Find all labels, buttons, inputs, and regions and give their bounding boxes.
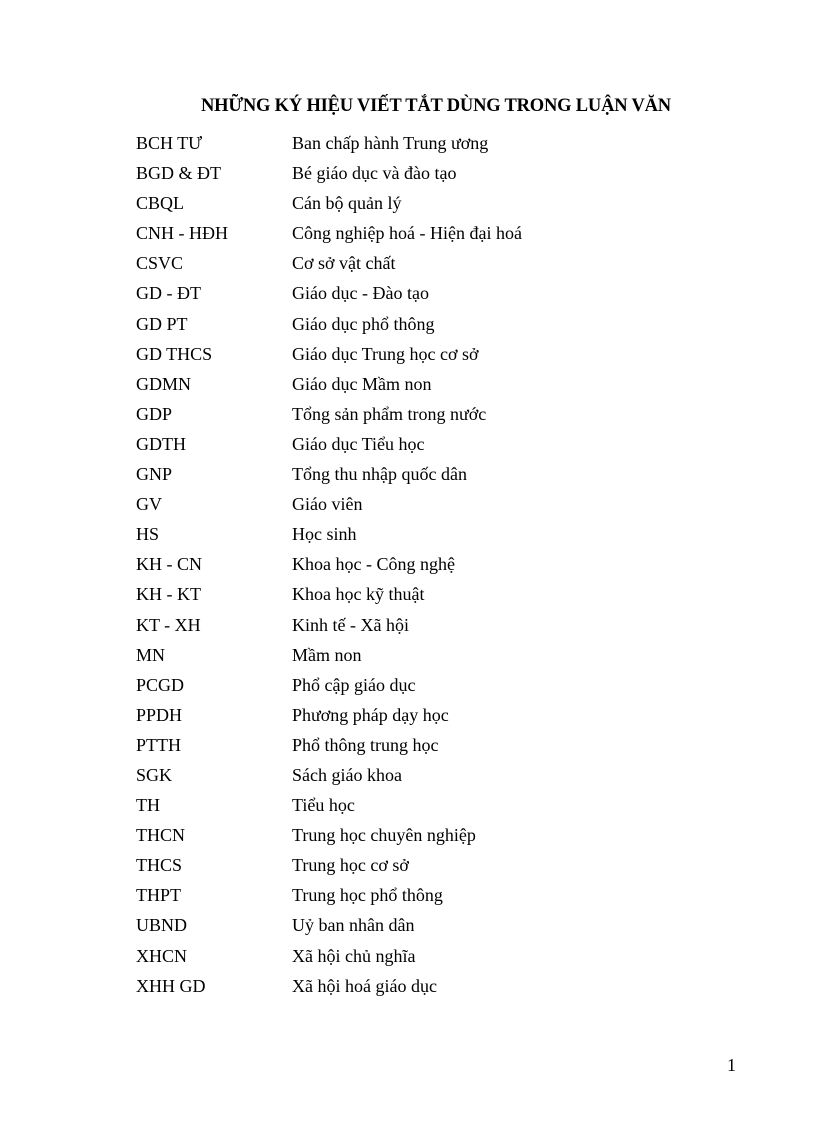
abbreviation-row [136, 520, 736, 550]
abbreviation-meaning: Tiểu học [292, 795, 355, 816]
abbreviation-row [136, 761, 736, 791]
abbreviation-row [136, 671, 736, 701]
abbreviation-meaning: Công nghiệp hoá - Hiện đại hoá [292, 223, 522, 244]
abbreviation-row [136, 701, 736, 731]
abbreviation-code: GDP [136, 403, 173, 424]
abbreviation-meaning: Trung học chuyên nghiệp [292, 825, 476, 846]
abbreviation-code: PCGD [136, 674, 185, 695]
abbreviation-meaning: Trung học phổ thông [292, 885, 443, 906]
abbreviation-code: BGD & ĐT [136, 163, 221, 184]
abbreviation-code: KH - CN [136, 554, 202, 575]
abbreviation-row [136, 279, 736, 309]
abbreviation-code: TH [136, 795, 160, 816]
abbreviation-row [136, 641, 736, 671]
abbreviation-row [136, 159, 736, 189]
abbreviation-code: KT - XH [136, 614, 201, 635]
abbreviation-meaning: Trung học cơ sở [292, 855, 409, 876]
page-number: 1 [727, 1055, 736, 1075]
abbreviation-code: KH - KT [136, 584, 201, 605]
abbreviation-row [136, 972, 736, 1002]
abbreviation-row [136, 460, 736, 490]
abbreviation-code: CBQL [136, 193, 185, 214]
abbreviation-code: HS [136, 524, 160, 545]
abbreviation-code: XHCN [136, 945, 188, 966]
abbreviation-meaning: Khoa học kỹ thuật [292, 584, 425, 605]
abbreviation-row [136, 219, 736, 249]
abbreviation-row [136, 129, 736, 159]
abbreviation-code: GDMN [136, 373, 192, 394]
abbreviation-meaning: Giáo dục Mầm non [292, 373, 432, 394]
abbreviation-meaning: Giáo dục phổ thông [292, 313, 435, 334]
abbreviation-code: GDTH [136, 433, 186, 454]
abbreviation-row [136, 490, 736, 520]
abbreviation-row [136, 370, 736, 400]
abbreviation-meaning: Sách giáo khoa [292, 764, 402, 785]
abbreviation-code: CSVC [136, 253, 184, 274]
abbreviation-meaning: Cơ sở vật chất [292, 253, 396, 274]
abbreviation-row [136, 791, 736, 821]
abbreviation-meaning: Mầm non [292, 644, 362, 665]
abbreviation-meaning: Cán bộ quản lý [292, 193, 402, 214]
page-title: NHỮNG KÝ HIỆU VIẾT TẮT DÙNG TRONG LUẬN VĂN [201, 96, 671, 116]
abbreviation-list [136, 129, 736, 1002]
abbreviation-meaning: Ban chấp hành Trung ương [292, 133, 489, 153]
abbreviation-code: GV [136, 494, 162, 515]
abbreviation-meaning: Uỷ ban nhân dân [292, 915, 415, 936]
abbreviation-meaning: Xã hội chủ nghĩa [292, 945, 416, 966]
abbreviation-row [136, 881, 736, 911]
abbreviation-meaning: Tổng thu nhập quốc dân [292, 464, 467, 485]
abbreviation-row [136, 611, 736, 641]
abbreviation-row [136, 400, 736, 430]
abbreviation-meaning: Kinh tế - Xã hội [292, 614, 409, 635]
abbreviation-row [136, 821, 736, 851]
abbreviation-code: GD - ĐT [136, 283, 201, 304]
abbreviation-meaning: Giáo dục Tiểu học [292, 433, 425, 454]
abbreviation-meaning: Phương pháp dạy học [292, 704, 449, 725]
abbreviation-code: GNP [136, 464, 173, 485]
abbreviation-meaning: Giáo viên [292, 494, 363, 515]
abbreviation-meaning: Khoa học - Công nghệ [292, 554, 455, 575]
abbreviation-row [136, 911, 736, 941]
abbreviation-meaning: Giáo dục Trung học cơ sở [292, 343, 479, 364]
abbreviation-code: GD PT [136, 313, 188, 334]
abbreviation-meaning: Phổ cập giáo dục [292, 674, 416, 695]
abbreviation-code: BCH TƯ [136, 133, 203, 153]
abbreviation-row [136, 731, 736, 761]
abbreviation-row [136, 430, 736, 460]
abbreviation-code: THPT [136, 885, 181, 906]
abbreviation-code: THCS [136, 855, 183, 876]
abbreviation-meaning: Giáo dục - Đào tạo [292, 283, 429, 304]
abbreviation-row [136, 851, 736, 881]
abbreviation-code: SGK [136, 764, 173, 785]
abbreviation-code: PPDH [136, 704, 183, 725]
abbreviation-row [136, 189, 736, 219]
abbreviation-code: XHH GD [136, 975, 206, 996]
abbreviation-code: MN [136, 644, 166, 665]
abbreviation-code: THCN [136, 825, 185, 846]
abbreviation-row [136, 942, 736, 972]
abbreviation-meaning: Phổ thông trung học [292, 734, 439, 755]
abbreviation-row [136, 340, 736, 370]
abbreviation-meaning: Học sinh [292, 524, 357, 545]
abbreviation-code: PTTH [136, 734, 181, 755]
abbreviation-row [136, 249, 736, 279]
abbreviation-code: GD THCS [136, 343, 213, 364]
abbreviation-row [136, 580, 736, 610]
abbreviation-meaning: Bé giáo dục và đào tạo [292, 163, 457, 184]
abbreviation-row [136, 550, 736, 580]
abbreviation-meaning: Xã hội hoá giáo dục [292, 975, 437, 996]
abbreviation-meaning: Tổng sản phẩm trong nước [292, 403, 487, 424]
abbreviation-code: CNH - HĐH [136, 223, 228, 244]
abbreviation-code: UBND [136, 915, 188, 936]
abbreviation-row [136, 310, 736, 340]
